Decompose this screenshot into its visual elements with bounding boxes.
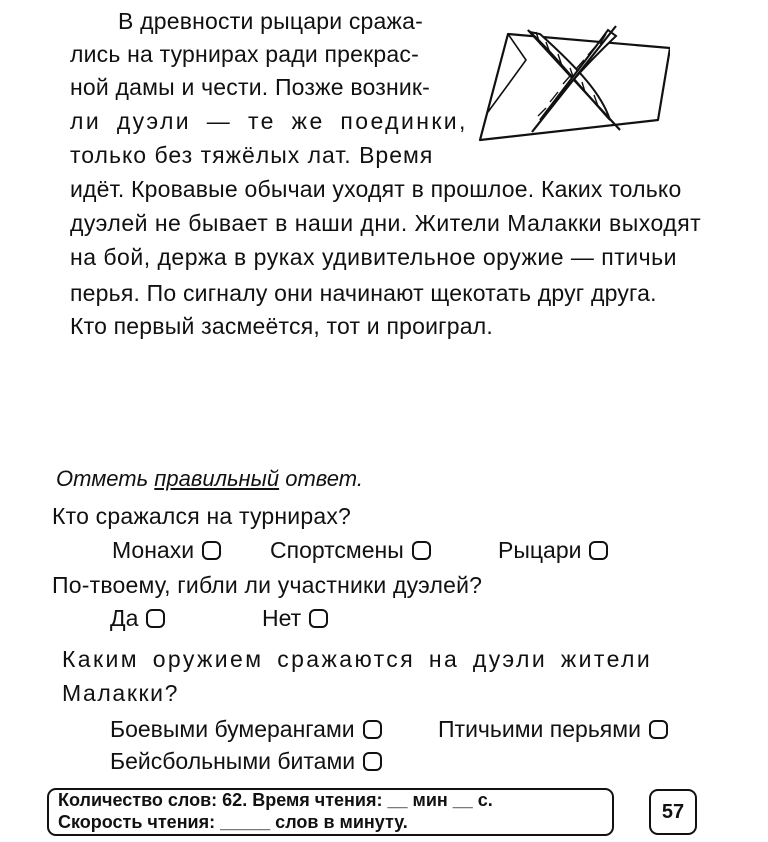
answer-checkbox[interactable] (202, 541, 221, 560)
answer-option[interactable] (270, 537, 431, 564)
option-label: Птичьими перьями (438, 716, 641, 742)
question-2: По-твоему, гибли ли участники дуэлей? (52, 572, 483, 598)
answer-option[interactable] (110, 605, 165, 632)
story-line: Кто первый засмеётся, тот и проиграл. (70, 313, 493, 339)
answer-option[interactable] (262, 605, 328, 632)
option-label: Боевыми бумерангами (110, 716, 355, 742)
question-1: Кто сражался на турнирах? (52, 503, 352, 529)
question-3-line-2: Малакки? (62, 680, 179, 706)
option-label: Монахи (112, 537, 195, 563)
answer-checkbox[interactable] (589, 541, 608, 560)
answer-option[interactable] (112, 537, 221, 564)
story-line: дуэлей не бывает в наши дни. Жители Малакки выходят (70, 210, 702, 236)
story-line: В древности рыцари сража- (118, 8, 423, 34)
answer-option[interactable] (110, 748, 382, 775)
reading-stats-line-1: Количество слов: 62. Время чтения: __ мин __ с. (58, 790, 493, 810)
page-number: 57 (649, 789, 697, 835)
story-line: только без тяжёлых лат. Время (70, 142, 434, 168)
answer-option[interactable] (110, 716, 382, 743)
answer-checkbox[interactable] (309, 609, 328, 628)
crossed-feathers-icon (470, 20, 670, 145)
answer-checkbox[interactable] (363, 752, 382, 771)
story-line: на бой, держа в руках удивительное оружие — птичьи (70, 244, 677, 270)
story-line: идёт. Кровавые обычаи уходят в прошлое. Каких только (70, 176, 682, 202)
answer-checkbox[interactable] (412, 541, 431, 560)
instruction-underlined: правильный (154, 466, 280, 491)
story-line: лись на турнирах ради прекрас- (70, 41, 419, 67)
instruction-prefix: Отметь (56, 466, 155, 491)
option-label: Бейсбольными битами (110, 748, 356, 774)
answer-option[interactable] (438, 716, 668, 743)
answer-option[interactable] (498, 537, 608, 564)
story-line: ли дуэли — те же поединки, (70, 108, 468, 134)
story-line: ной дамы и чести. Позже возник- (70, 74, 431, 100)
instruction-suffix: ответ. (279, 466, 363, 491)
story-line: перья. По сигналу они начинают щекотать друг друга. (70, 280, 657, 306)
answer-checkbox[interactable] (146, 609, 165, 628)
question-3-line-1: Каким оружием сражаются на дуэли жители (62, 646, 653, 672)
option-label: Нет (262, 605, 302, 631)
reading-stats-line-2: Скорость чтения: _____ слов в минуту. (58, 812, 408, 832)
answer-checkbox[interactable] (363, 720, 382, 739)
option-label: Рыцари (498, 537, 582, 563)
option-label: Спортсмены (270, 537, 404, 563)
option-label: Да (110, 605, 139, 631)
instruction (56, 466, 363, 492)
answer-checkbox[interactable] (649, 720, 668, 739)
